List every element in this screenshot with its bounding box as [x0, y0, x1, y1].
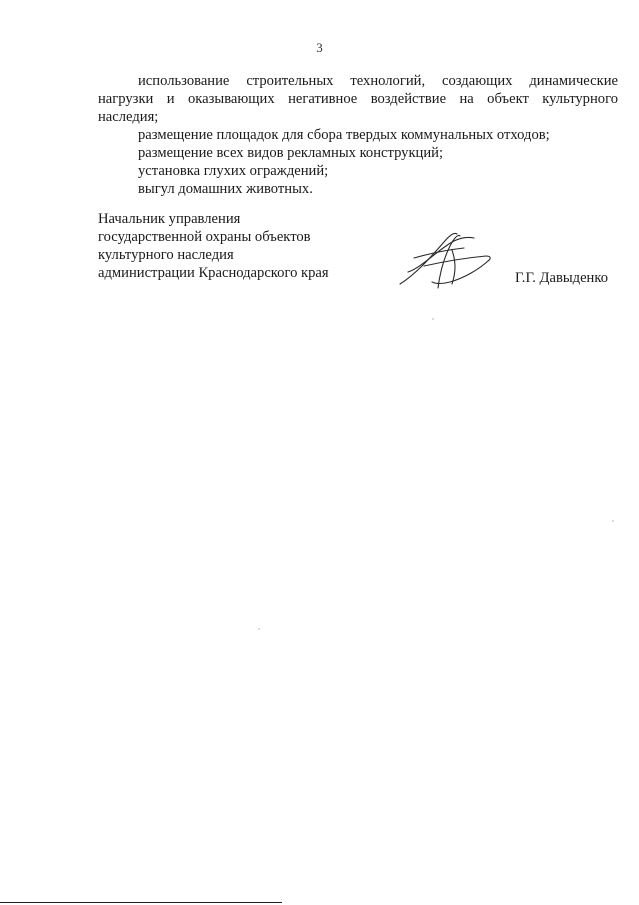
list-item: установка глухих ограждений; [138, 163, 329, 179]
signatory-name: Г.Г. Давыденко [515, 270, 609, 286]
signatory-title-line: Начальник управления [98, 211, 241, 227]
footer-rule [0, 902, 282, 903]
scan-artifact [432, 318, 434, 320]
list-item: выгул домашних животных. [138, 181, 313, 197]
page-number: 3 [316, 40, 323, 55]
body-text [98, 72, 618, 198]
list-item: размещение всех видов рекламных конструкций; [138, 145, 444, 161]
signatory-title-line: администрации Краснодарского края [98, 265, 329, 281]
scan-artifact [612, 520, 614, 522]
scan-artifact [258, 628, 260, 630]
list-item: размещение площадок для сбора твердых коммунальных отходов; [138, 127, 550, 143]
paragraph-line: наследия; [98, 109, 159, 125]
paragraph-line: использование строительных технологий, создающих динамические [138, 73, 618, 89]
paragraph-line: нагрузки и оказывающих негативное воздействие на объект культурного [98, 91, 618, 107]
signatory-title [98, 210, 329, 282]
signatory-title-line: культурного наследия [98, 247, 234, 263]
handwritten-signature [394, 228, 494, 290]
signatory-title-line: государственной охраны объектов [98, 229, 311, 245]
